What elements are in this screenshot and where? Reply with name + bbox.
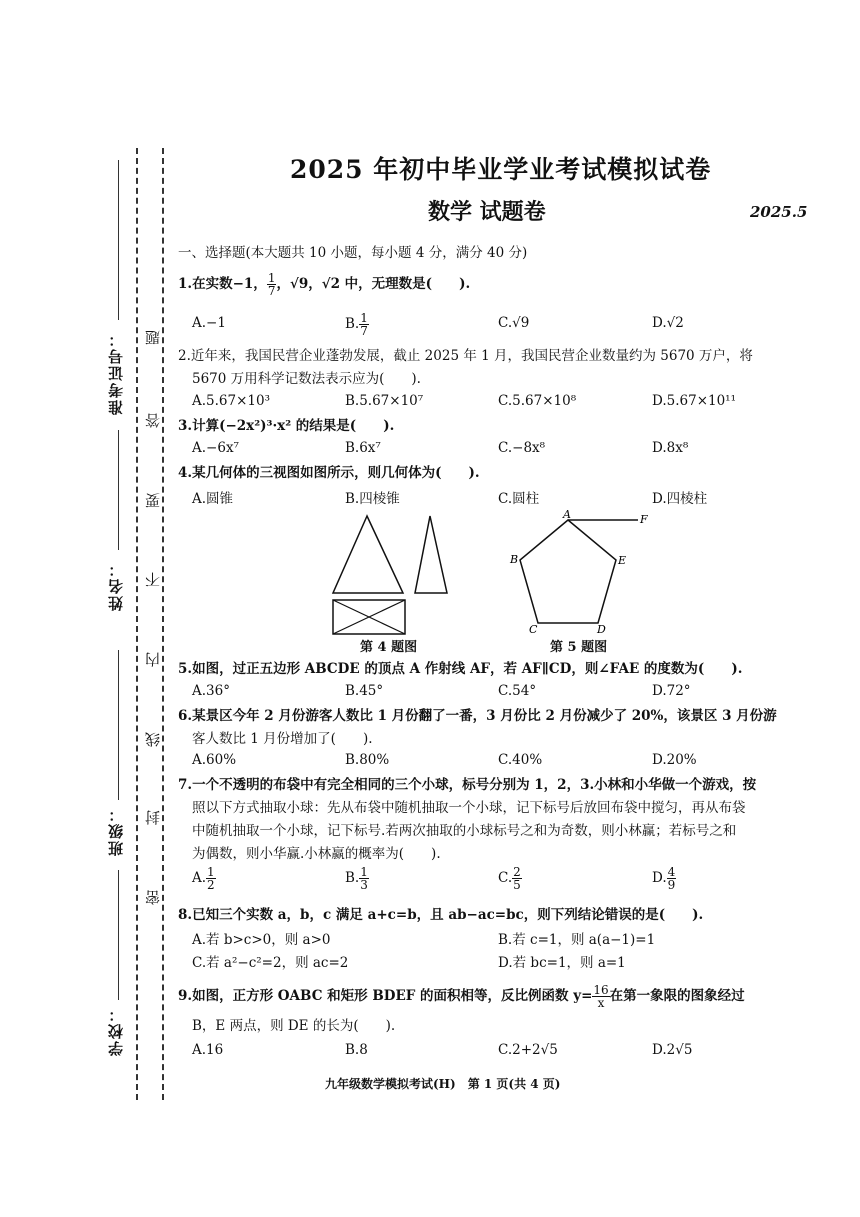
figure-5-caption: 第 5 题图 — [550, 640, 608, 655]
exam-id-underline — [118, 160, 119, 320]
question-9-stem: 9.如图，正方形 OABC 和矩形 BDEF 的面积相等，反比例函数 y= $\frac{16}{x}$ 在第一象限的图象经过 — [178, 983, 745, 1010]
label-e: E — [618, 554, 627, 567]
front-view-triangle — [333, 516, 403, 593]
q3-option-c: C.−8x⁸ — [498, 440, 546, 456]
seal-char: 封 — [144, 810, 162, 825]
question-9-line2: B，E 两点，则 DE 的长为( ). — [192, 1018, 396, 1034]
side-view-triangle — [415, 516, 447, 593]
question-6-line1: 6.某景区今年 2 月份游客人数比 1 月份翻了一番，3 月份比 2 月份减少了 20%，该景区 3 月份游 — [178, 708, 777, 724]
label-d: D — [597, 623, 606, 636]
q1-option-a: A.−1 — [192, 315, 226, 331]
seal-char: 密 — [144, 890, 162, 905]
q4-option-a: A.圆锥 — [192, 491, 234, 507]
label-b: B — [510, 553, 519, 566]
exam-id-label: 准考证号： — [107, 330, 125, 415]
seal-char: 内 — [144, 652, 162, 667]
question-7-line3: 中随机抽取一个小球，记下标号.若两次抽取的小球标号之和为奇数，则小林赢；若标号之和 — [192, 823, 737, 839]
dashed-line-outer — [136, 148, 138, 1100]
class-label: 班级： — [107, 805, 125, 856]
q7-option-c: C. $\frac{2}{5}$ — [498, 865, 521, 892]
class-underline — [118, 650, 119, 800]
school-underline — [118, 870, 119, 1000]
q2-option-d: D.5.67×10¹¹ — [652, 393, 737, 409]
q8-option-c: C.若 a²−c²=2，则 ac=2 — [192, 955, 349, 971]
q7-option-a: A. $\frac{1}{2}$ — [192, 865, 215, 892]
school-label: 学校： — [107, 1005, 125, 1056]
label-a: A — [563, 508, 571, 521]
question-3-stem: 3.计算(−2x²)³·x² 的结果是( ). — [178, 418, 395, 434]
label-c: C — [529, 623, 538, 636]
q5-option-d: D.72° — [652, 683, 691, 699]
question-2-line1: 2.近年来，我国民营企业蓬勃发展，截止 2025 年 1 月，我国民营企业数量约为 5670 万户，将 — [178, 348, 753, 364]
q4-option-b: B.四棱锥 — [345, 491, 400, 507]
q5-option-a: A.36° — [192, 683, 230, 699]
figure-4-caption: 第 4 题图 — [360, 640, 418, 655]
q6-option-c: C.40% — [498, 752, 543, 768]
seal-char: 答 — [144, 413, 162, 428]
question-1-stem: 1.在实数−1， $\frac{1}{7}$ ，√9，√2 中，无理数是( ). — [178, 271, 471, 298]
q6-option-d: D.20% — [652, 752, 697, 768]
question-8-stem: 8.已知三个实数 a，b，c 满足 a+c=b，且 ab−ac=bc，则下列结论错误的是( ). — [178, 907, 704, 923]
q1-option-d: D.√2 — [652, 315, 684, 331]
question-6-line2: 客人数比 1 月份增加了( ). — [192, 731, 373, 747]
q2-option-c: C.5.67×10⁸ — [498, 393, 577, 409]
q9-option-c: C.2+2√5 — [498, 1042, 558, 1058]
question-7-line1: 7.一个不透明的布袋中有完全相同的三个小球，标号分别为 1，2，3.小林和小华做一个游戏，按 — [178, 777, 757, 793]
seal-char: 题 — [144, 330, 162, 345]
page-footer: 九年级数学模拟考试(H) 第 1 页(共 4 页) — [325, 1077, 561, 1091]
section-heading: 一、选择题(本大题共 10 小题，每小题 4 分，满分 40 分) — [178, 245, 528, 261]
q1-option-c: C.√9 — [498, 315, 530, 331]
seal-char: 线 — [144, 732, 162, 747]
question-4-stem: 4.某几何体的三视图如图所示，则几何体为( ). — [178, 465, 480, 481]
q3-option-a: A.−6x⁷ — [192, 440, 239, 456]
name-underline — [118, 430, 119, 550]
figure-5-pentagon — [505, 508, 665, 638]
q1-option-b: B. $\frac{1}{7}$ — [345, 311, 368, 338]
q2-option-a: A.5.67×10³ — [192, 393, 271, 409]
q6-option-b: B.80% — [345, 752, 390, 768]
exam-date: 2025.5 — [750, 203, 808, 221]
q8-option-a: A.若 b>c>0，则 a>0 — [192, 932, 331, 948]
binding-margin — [0, 0, 180, 1217]
pentagon-abcde — [520, 520, 616, 623]
q6-option-a: A.60% — [192, 752, 237, 768]
q9-option-a: A.16 — [192, 1042, 224, 1058]
q3-option-d: D.8x⁸ — [652, 440, 689, 456]
figure-4-three-views — [325, 508, 465, 656]
q4-option-c: C.圆柱 — [498, 491, 540, 507]
q9-option-d: D.2√5 — [652, 1042, 693, 1058]
exam-title: 2025 年初中毕业学业考试模拟试卷 — [290, 155, 712, 184]
name-label: 姓名： — [107, 560, 125, 611]
dashed-line-inner — [162, 148, 164, 1100]
q8-option-b: B.若 c=1，则 a(a−1)=1 — [498, 932, 656, 948]
q8-option-d: D.若 bc=1，则 a=1 — [498, 955, 626, 971]
q5-option-b: B.45° — [345, 683, 384, 699]
q9-option-b: B.8 — [345, 1042, 368, 1058]
q2-option-b: B.5.67×10⁷ — [345, 393, 424, 409]
question-5-stem: 5.如图，过正五边形 ABCDE 的顶点 A 作射线 AF，若 AF∥CD，则∠FAE 的度数为( ). — [178, 661, 743, 677]
question-7-line4: 为偶数，则小华赢.小林赢的概率为( ). — [192, 846, 441, 862]
q3-option-b: B.6x⁷ — [345, 440, 381, 456]
question-2-line2: 5670 万用科学记数法表示应为( ). — [192, 371, 421, 387]
seal-char: 要 — [144, 493, 162, 508]
q7-option-b: B. $\frac{1}{3}$ — [345, 865, 368, 892]
seal-char: 不 — [144, 572, 162, 587]
q7-option-d: D. $\frac{4}{9}$ — [652, 865, 676, 892]
exam-subtitle: 数学 试题卷 — [428, 199, 546, 225]
label-f: F — [640, 513, 648, 526]
q5-option-c: C.54° — [498, 683, 537, 699]
question-7-line2: 照以下方式抽取小球：先从布袋中随机抽取一个小球，记下标号后放回布袋中搅匀，再从布袋 — [192, 800, 746, 816]
q4-option-d: D.四棱柱 — [652, 491, 708, 507]
